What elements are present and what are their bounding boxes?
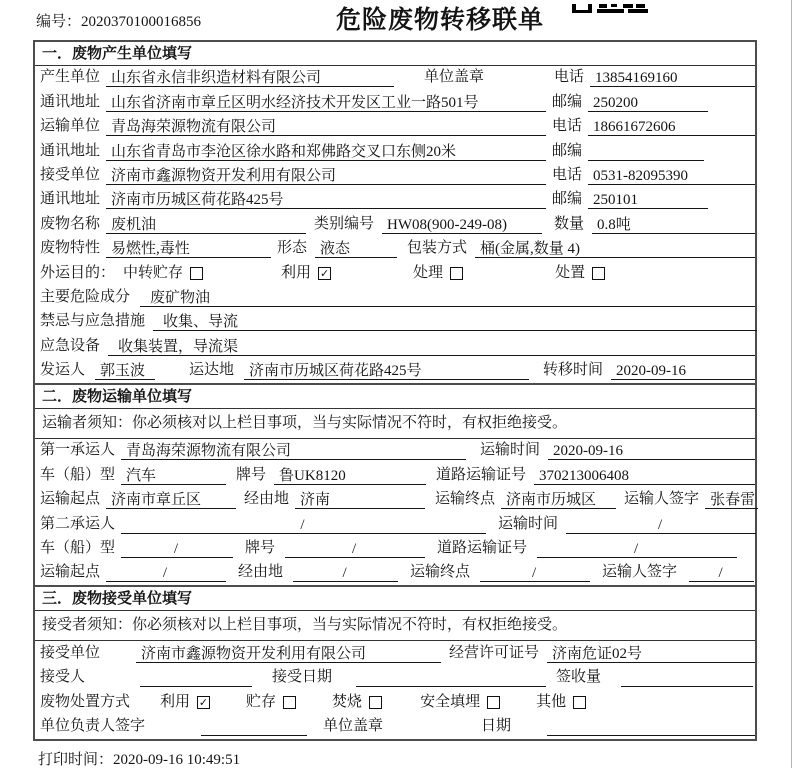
disposal-other-checkbox: [573, 696, 586, 709]
second-route-start-field: /: [106, 564, 226, 582]
row-disposal-method: [35, 690, 755, 714]
row-receiver-unit: [35, 164, 755, 188]
disposal-option-incinerate: [332, 693, 382, 712]
disposal-method-label: 废物处置方式: [40, 693, 131, 710]
row-hazard-component: [35, 286, 755, 310]
page-title: 危险废物转移联单: [336, 6, 545, 34]
emergency-measures-label: 禁忌与应急措施: [40, 313, 146, 330]
section-producer: [33, 40, 757, 385]
section-producer-title: 一．废物产生单位填写: [35, 42, 755, 66]
destination-field: 济南市历城区荷花路425号: [244, 362, 529, 380]
transporter-unit-field: 青岛海荣源物流有限公司: [106, 118, 546, 136]
row-first-carrier: [35, 439, 755, 463]
purpose-option-transfer-storage: [123, 264, 203, 283]
second-vehicle-type-field: /: [121, 540, 233, 558]
waste-form-label: 形态: [277, 240, 308, 257]
transfer-time-field: 2020-09-16: [611, 362, 755, 380]
row-second-carrier: [35, 512, 755, 536]
transporter-postcode-field: [588, 143, 704, 161]
row-transporter-unit: [35, 115, 755, 139]
document-number: [36, 10, 201, 31]
transfer-purpose-label: 外运目的：: [40, 264, 116, 281]
transfer-time-label: 转移时间: [543, 362, 604, 379]
print-time: [38, 748, 796, 769]
second-route-start-label: 运输起点: [40, 564, 101, 581]
row-transporter-address: [35, 139, 755, 163]
receiver-seal-label: 单位盖章: [323, 717, 384, 734]
first-route-end-field: 济南市历城区: [501, 491, 616, 509]
row-second-vehicle: [35, 537, 755, 561]
first-route-start-field: 济南市章丘区: [106, 491, 236, 509]
waste-code-field: HW08(900-249-08): [382, 216, 542, 234]
producer-unit-field: 山东省永信非织造材料有限公司: [106, 69, 394, 87]
row-emergency-measures: [35, 310, 755, 334]
first-road-permit-label: 道路运输证号: [436, 466, 527, 483]
second-carrier-sign-label: 运输人签字: [602, 564, 678, 581]
transporter-unit-label: 运输单位: [40, 118, 101, 135]
receiver-postcode-label: 邮编: [552, 191, 583, 208]
receiver-address-field: 济南市历城区荷花路425号: [106, 191, 546, 209]
producer-address-field: 山东省济南市章丘区明水经济技术开发区工业一路501号: [106, 94, 546, 112]
producer-postcode-field: 250200: [588, 94, 708, 112]
row-responsible-sign: [35, 715, 755, 739]
transporter-postcode-label: 邮编: [552, 142, 583, 159]
unit-seal-label: 单位盖章: [424, 69, 485, 86]
manifest-form: [33, 40, 757, 741]
producer-address-label: 通讯地址: [40, 93, 101, 110]
receive-date-label: 接受日期: [272, 669, 333, 686]
row-first-route: [35, 488, 755, 512]
first-plate-label: 牌号: [236, 466, 267, 483]
purpose-option-use: [281, 264, 331, 283]
purpose-transfer-storage-label: 中转贮存: [123, 264, 184, 281]
row-producer-unit: [35, 66, 755, 90]
license-number-label: 经营许可证号: [449, 644, 540, 661]
receiver-person-label: 接受人: [40, 669, 86, 686]
receiver-unit-field: 济南市鑫源物资开发利用有限公司: [106, 167, 546, 185]
print-time-label: 打印时间：: [38, 751, 114, 768]
emergency-equipment-field: 收集装置，导流渠: [108, 338, 755, 356]
first-carrier-label: 第一承运人: [40, 442, 116, 459]
producer-phone-label: 电话: [554, 69, 585, 86]
receiver-phone-field: 0531-82095390: [588, 167, 755, 185]
disposal-store-label: 贮存: [246, 693, 277, 710]
receiver-notice: 接受者须知：你必须核对以上栏目事项，当与实际情况不符时，有权拒绝接受。: [35, 611, 755, 641]
purpose-treat-checkbox: [450, 267, 463, 280]
purpose-use-label: 利用: [281, 264, 312, 281]
first-route-start-label: 运输起点: [40, 491, 101, 508]
purpose-transfer-storage-checkbox: [190, 267, 203, 280]
second-route-via-field: /: [293, 564, 398, 582]
disposal-option-use: [160, 693, 210, 712]
second-road-permit-field: /: [537, 540, 737, 558]
receiver-unit-label: 接受单位: [40, 166, 101, 183]
disposal-option-store: [246, 693, 296, 712]
second-route-via-label: 经由地: [238, 564, 284, 581]
first-carrier-sign-field: 张春雷: [705, 491, 758, 509]
row-first-vehicle: [35, 463, 755, 487]
row-receiver-person: [35, 666, 755, 690]
document-number-label: 编号：: [36, 14, 82, 30]
scan-page-edge: [791, 0, 792, 768]
disposal-use-label: 利用: [160, 693, 191, 710]
row-emergency-equipment: [35, 334, 755, 358]
row-shipper: [35, 359, 755, 383]
second-transport-time-field: /: [566, 516, 756, 534]
emergency-measures-field: 收集、导流: [153, 313, 757, 331]
row-waste-name: [35, 212, 755, 236]
first-transport-time-label: 运输时间: [480, 442, 541, 459]
first-carrier-field: 青岛海荣源物流有限公司: [121, 442, 466, 460]
transporter-phone-field: 18661672606: [588, 118, 755, 136]
disposal-option-other: [536, 693, 586, 712]
qr-code-fragment-icon: [572, 0, 650, 18]
responsible-sign-field: [201, 718, 307, 736]
section-receiver-title: 三．废物接受单位填写: [35, 587, 755, 611]
document-number-value: 2020370100016856: [81, 14, 202, 30]
second-transport-time-label: 运输时间: [498, 515, 559, 532]
section-transporter-title: 二．废物运输单位填写: [35, 385, 755, 409]
packing-method-field: 桶(金属,数量 4): [475, 240, 755, 258]
producer-postcode-label: 邮编: [552, 93, 583, 110]
transporter-address-label: 通讯地址: [40, 142, 101, 159]
waste-quantity-label: 数量: [554, 215, 585, 232]
receive-sign-date-field: [547, 718, 755, 736]
section-transporter: [33, 383, 757, 587]
producer-unit-label: 产生单位: [40, 69, 101, 86]
disposal-other-label: 其他: [536, 693, 567, 710]
disposal-landfill-checkbox: [487, 696, 500, 709]
signed-quantity-field: [621, 669, 753, 687]
second-carrier-label: 第二承运人: [40, 515, 116, 532]
shipper-label: 发运人: [40, 362, 86, 379]
waste-name-label: 废物名称: [40, 215, 101, 232]
receive-sign-date-label: 日期: [481, 717, 512, 734]
receiver-phone-label: 电话: [552, 166, 583, 183]
receiver-person-field: [140, 669, 252, 687]
second-carrier-sign-field: /: [689, 564, 754, 582]
purpose-dispose-checkbox: [592, 267, 605, 280]
purpose-option-treat: [413, 264, 463, 283]
print-time-value: 2020-09-16 10:49:51: [113, 751, 241, 768]
first-road-permit-field: 370213006408: [534, 467, 755, 485]
waste-form-field: 液态: [315, 240, 397, 258]
purpose-use-checkbox: ✓: [319, 266, 330, 280]
disposal-use-checkbox: ✓: [198, 695, 209, 709]
hazard-component-label: 主要危险成分: [40, 288, 131, 305]
disposal-option-landfill: [420, 693, 500, 712]
waste-property-field: 易燃性,毒性: [106, 240, 271, 258]
second-plate-label: 牌号: [245, 540, 276, 557]
second-road-permit-label: 道路运输证号: [437, 540, 528, 557]
row-receiver-address: [35, 188, 755, 212]
signed-quantity-label: 签收量: [556, 669, 602, 686]
waste-name-field: 废机油: [106, 216, 306, 234]
first-route-end-label: 运输终点: [435, 491, 496, 508]
waste-quantity-field: 0.8吨: [592, 216, 755, 234]
document-header: [0, 0, 796, 40]
purpose-treat-label: 处理: [413, 264, 444, 281]
waste-property-label: 废物特性: [40, 240, 101, 257]
second-plate-field: /: [285, 540, 425, 558]
second-route-end-label: 运输终点: [410, 564, 471, 581]
destination-label: 运达地: [189, 362, 235, 379]
transporter-address-field: 山东省青岛市李沧区徐水路和郑佛路交叉口东侧20米: [106, 143, 546, 161]
receiver-address-label: 通讯地址: [40, 191, 101, 208]
license-number-field: 济南危证02号: [547, 645, 755, 663]
waste-code-label: 类别编号: [314, 215, 375, 232]
first-route-via-field: 济南: [295, 491, 425, 509]
row-transfer-purpose: [35, 261, 755, 285]
responsible-sign-label: 单位负责人签字: [40, 717, 146, 734]
disposal-landfill-label: 安全填埋: [420, 693, 481, 710]
row-producer-address: [35, 90, 755, 114]
receiver-postcode-field: 250101: [588, 191, 708, 209]
row-waste-property: [35, 237, 755, 261]
section-receiver: [33, 585, 757, 741]
producer-phone-field: 13854169160: [590, 69, 755, 87]
receiving-unit-label: 接受单位: [40, 644, 101, 661]
first-carrier-sign-label: 运输人签字: [624, 491, 700, 508]
transporter-notice: 运输者须知：你必须核对以上栏目事项，当与实际情况不符时，有权拒绝接受。: [35, 409, 755, 439]
purpose-option-dispose: [555, 264, 605, 283]
first-route-via-label: 经由地: [244, 491, 290, 508]
second-carrier-field: /: [121, 516, 486, 534]
second-route-end-field: /: [480, 564, 590, 582]
emergency-equipment-label: 应急设备: [40, 337, 101, 354]
disposal-incinerate-checkbox: [369, 696, 382, 709]
first-transport-time-field: 2020-09-16: [548, 442, 755, 460]
first-vehicle-type-field: 汽车: [121, 467, 226, 485]
hazard-component-field: 废矿物油: [140, 289, 755, 307]
shipper-field: 郭玉波: [95, 362, 155, 380]
transporter-phone-label: 电话: [552, 118, 583, 135]
packing-method-label: 包装方式: [407, 240, 468, 257]
row-receiving-unit: [35, 641, 755, 665]
row-second-route: [35, 561, 755, 585]
first-plate-field: 鲁UK8120: [274, 467, 426, 485]
first-vehicle-type-label: 车（船）型: [40, 466, 116, 483]
second-vehicle-type-label: 车（船）型: [40, 540, 116, 557]
receive-date-field: [356, 669, 546, 687]
receiving-unit-field: 济南市鑫源物资开发利用有限公司: [136, 645, 441, 663]
purpose-dispose-label: 处置: [555, 264, 586, 281]
disposal-incinerate-label: 焚烧: [332, 693, 363, 710]
disposal-store-checkbox: [283, 696, 296, 709]
